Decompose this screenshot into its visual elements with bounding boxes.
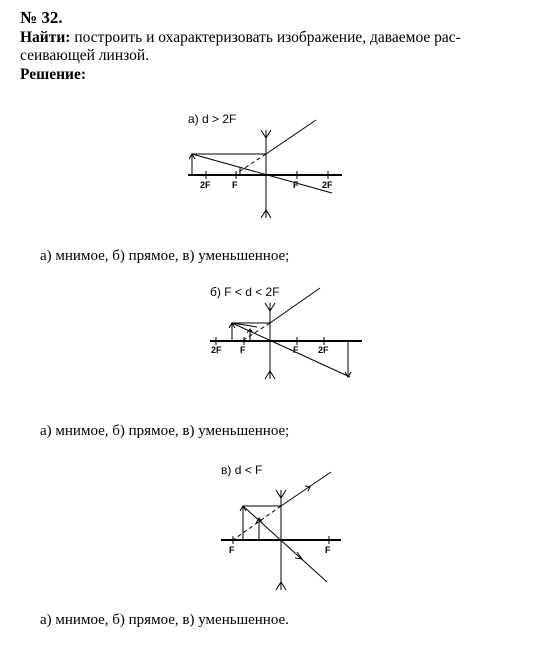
- task-lead: Найти:: [20, 29, 71, 46]
- central-ray: [192, 154, 332, 193]
- task-statement: [20, 29, 525, 65]
- tick-label: F: [293, 345, 299, 355]
- virtual-extension: [234, 154, 266, 175]
- diagram-b-caption: б) F < d < 2F: [210, 285, 280, 299]
- diagram-c-caption: в) d < F: [221, 463, 263, 477]
- ray-arrowhead: [295, 552, 302, 559]
- answer-b: а) мнимое, б) прямое, в) уменьшенное;: [40, 423, 290, 439]
- diagram-a: [180, 110, 350, 225]
- diagram-c: [215, 460, 350, 595]
- tick-label: 2F: [322, 180, 333, 190]
- diagram-a-caption: а) d > 2F: [188, 112, 237, 126]
- tick-label: F: [229, 545, 235, 555]
- task-text: построить и охарактеризовать изображение, даваемое рассеивающей линзой.: [20, 29, 461, 64]
- tick-label: F: [232, 180, 238, 190]
- answer-a: а) мнимое, б) прямое, в) уменьшенное;: [40, 248, 290, 264]
- answer-c: а) мнимое, б) прямое, в) уменьшенное.: [40, 612, 289, 628]
- tick-label: F: [325, 545, 331, 555]
- tick-label: 2F: [211, 345, 222, 355]
- tick-label: F: [293, 180, 299, 190]
- tick-label: F: [240, 345, 246, 355]
- tick-label: 2F: [200, 180, 211, 190]
- problem-number: № 32.: [20, 8, 63, 27]
- central-ray: [243, 506, 327, 582]
- diagram-b: [202, 283, 367, 383]
- tick-label: 2F: [318, 345, 329, 355]
- refracted-ray: [281, 472, 331, 506]
- refracted-ray: [266, 120, 316, 154]
- solution-label: Решение:: [20, 66, 87, 83]
